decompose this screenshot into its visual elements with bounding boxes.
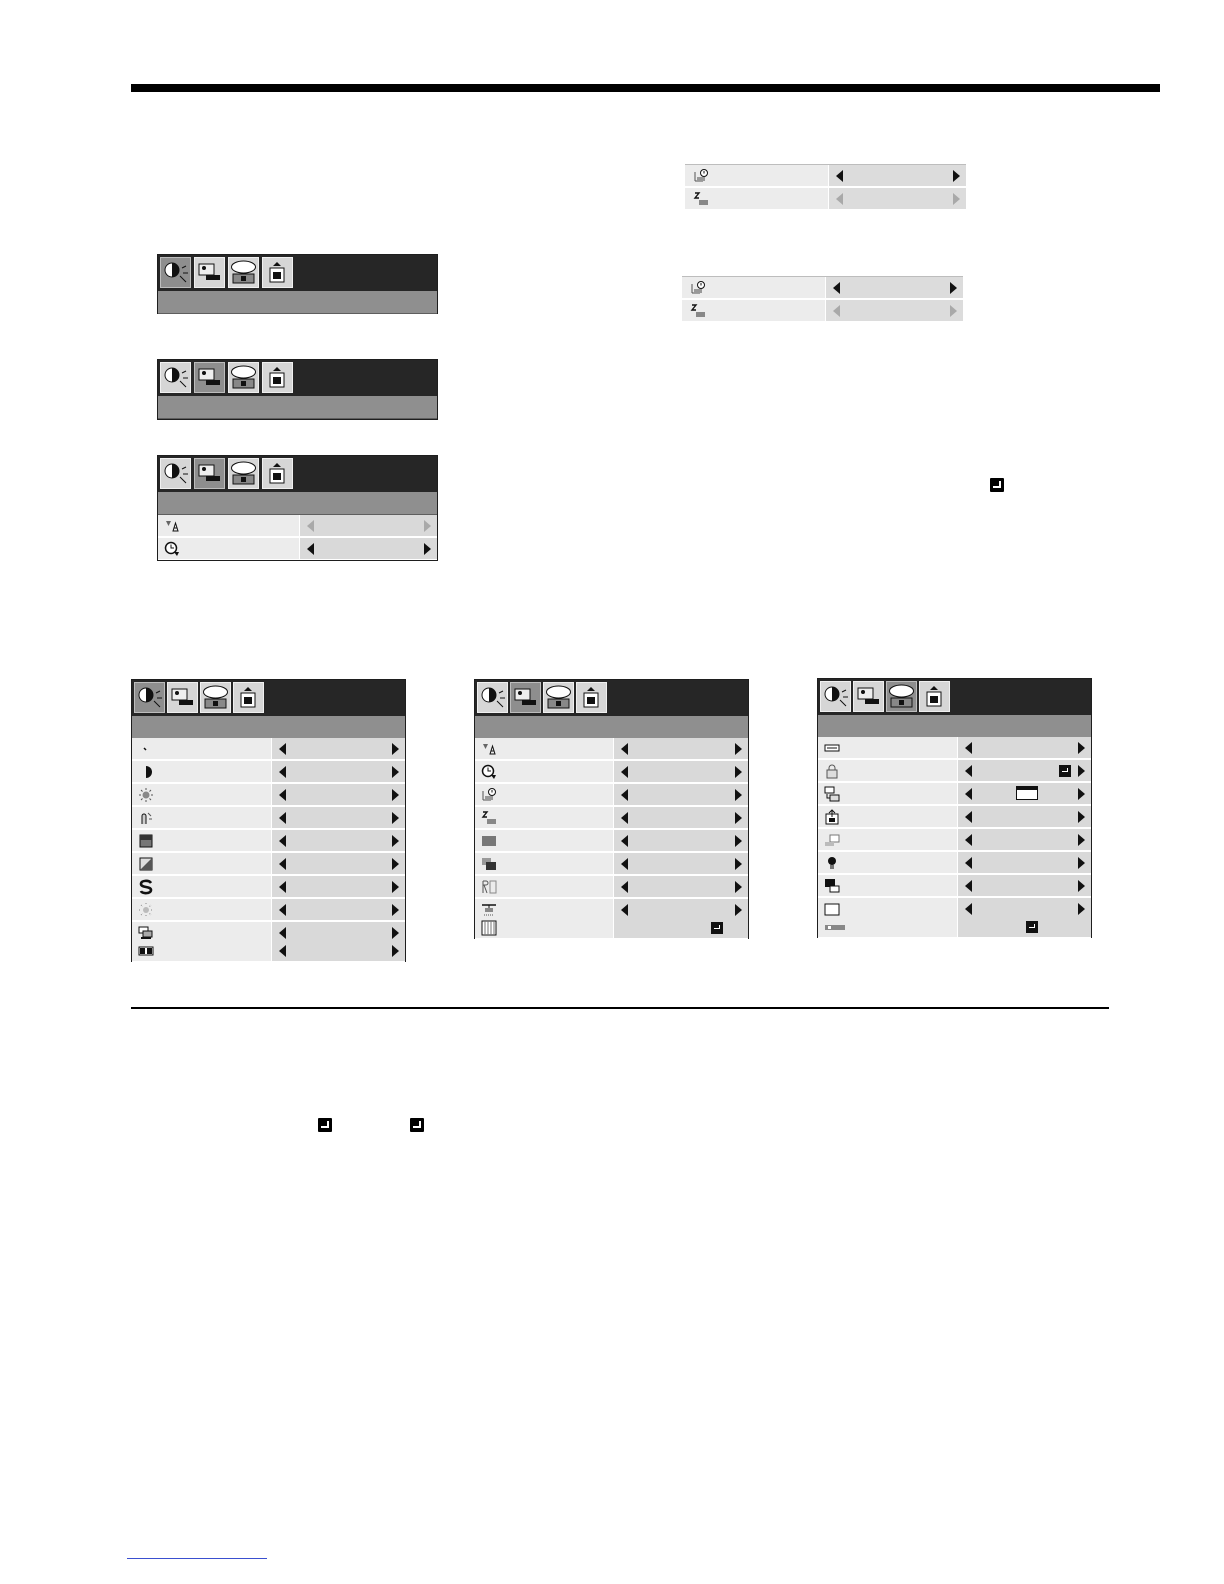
enter-icon[interactable] — [711, 922, 723, 934]
osd-tab-bar — [818, 679, 1091, 715]
tab-features[interactable] — [262, 257, 293, 288]
menu-row-signal[interactable] — [818, 783, 1091, 805]
tab-features[interactable] — [919, 681, 950, 712]
right-arrow-icon[interactable] — [392, 858, 399, 870]
row-label — [132, 761, 271, 783]
row-label — [132, 940, 271, 962]
row-value[interactable] — [271, 784, 405, 806]
row-value[interactable] — [271, 940, 405, 962]
right-arrow-icon[interactable] — [950, 305, 957, 317]
mirror-icon — [481, 879, 497, 895]
menu-row-startup[interactable] — [475, 853, 748, 875]
left-arrow-icon[interactable] — [279, 743, 286, 755]
row-label — [475, 917, 613, 939]
menu-row-timer[interactable] — [475, 761, 748, 783]
menu-row-gamma[interactable] — [132, 899, 405, 921]
left-arrow-icon[interactable] — [621, 904, 628, 916]
lock-icon — [824, 763, 840, 779]
menu-row-tint[interactable] — [132, 853, 405, 875]
menu-row-black-level[interactable] — [132, 761, 405, 783]
enter-icon[interactable] — [1059, 765, 1071, 777]
row-label — [682, 300, 825, 322]
installation-icon — [229, 459, 258, 488]
osd-menu-picture-small — [157, 254, 438, 314]
sharpness-icon — [138, 879, 154, 895]
row-value[interactable] — [613, 761, 748, 783]
reset-icon — [824, 919, 846, 935]
left-arrow-icon[interactable] — [279, 835, 286, 847]
section-divider — [131, 1007, 1109, 1009]
image-icon — [195, 258, 224, 287]
right-arrow-icon[interactable] — [392, 927, 399, 939]
picture-icon — [161, 258, 190, 287]
left-arrow-icon[interactable] — [621, 789, 628, 801]
features-icon — [234, 683, 263, 712]
menu-row-pattern[interactable] — [475, 917, 748, 939]
picture-icon — [135, 683, 164, 712]
installation-icon — [544, 683, 573, 712]
left-arrow-icon[interactable] — [833, 282, 840, 294]
sleep-icon — [690, 303, 706, 319]
menu-row-power-on[interactable] — [682, 277, 963, 299]
row-label — [475, 830, 613, 852]
tab-picture[interactable] — [160, 257, 191, 288]
osd-tab-bar — [158, 360, 437, 396]
right-arrow-icon[interactable] — [424, 520, 431, 532]
picture-icon — [821, 682, 850, 711]
header-rule — [131, 84, 1160, 92]
menu-row-lock[interactable] — [818, 760, 1091, 782]
right-arrow-icon[interactable] — [1078, 903, 1085, 915]
row-label — [132, 784, 271, 806]
right-arrow-icon[interactable] — [735, 743, 742, 755]
power-on-icon — [481, 787, 497, 803]
color-temp-icon — [138, 810, 154, 826]
enter-icon — [990, 478, 1004, 492]
left-arrow-icon[interactable] — [279, 812, 286, 824]
features-icon — [920, 682, 949, 711]
tab-picture[interactable] — [160, 458, 191, 489]
right-arrow-icon[interactable] — [392, 835, 399, 847]
enter-icon — [410, 1118, 424, 1132]
row-value[interactable] — [957, 916, 1091, 938]
osd-submenu-bar — [158, 492, 437, 515]
aspect-icon — [138, 943, 154, 959]
left-arrow-icon[interactable] — [621, 835, 628, 847]
tab-image[interactable] — [510, 682, 541, 713]
osd-submenu-bar — [475, 716, 748, 739]
signal-icon — [824, 786, 840, 802]
menu-row-lamp-mode[interactable] — [475, 738, 748, 760]
tab-picture[interactable] — [477, 682, 508, 713]
window-icon — [1016, 786, 1038, 800]
row-value[interactable] — [957, 829, 1091, 851]
menu-row-sleep[interactable] — [685, 188, 966, 210]
left-arrow-icon[interactable] — [621, 743, 628, 755]
row-label — [475, 738, 613, 760]
left-arrow-icon[interactable] — [836, 193, 843, 205]
row-value[interactable] — [828, 188, 966, 210]
row-value[interactable] — [613, 738, 748, 760]
menu-row-timer[interactable] — [158, 538, 437, 560]
footer-link-underline — [127, 1558, 267, 1559]
row-label — [685, 165, 828, 187]
black-level-icon — [138, 764, 154, 780]
osd-menu-picture — [131, 679, 406, 962]
image-icon — [168, 683, 197, 712]
tab-picture[interactable] — [134, 682, 165, 713]
row-label — [132, 738, 271, 760]
installation-icon — [887, 682, 916, 711]
left-arrow-icon[interactable] — [307, 520, 314, 532]
installation-icon — [201, 683, 230, 712]
row-label — [818, 806, 957, 828]
osd-submenu-bar — [132, 716, 405, 739]
row-value[interactable] — [825, 277, 963, 299]
left-arrow-icon[interactable] — [836, 170, 843, 182]
row-label — [818, 852, 957, 874]
row-value[interactable] — [957, 806, 1091, 828]
features-icon — [263, 258, 292, 287]
pip-icon — [824, 878, 840, 894]
tab-features[interactable] — [262, 458, 293, 489]
tab-features[interactable] — [576, 682, 607, 713]
row-value[interactable] — [613, 830, 748, 852]
right-arrow-icon[interactable] — [392, 766, 399, 778]
tab-features[interactable] — [262, 362, 293, 393]
menu-row-power-on[interactable] — [475, 784, 748, 806]
row-label — [818, 829, 957, 851]
row-label — [818, 875, 957, 897]
row-value[interactable] — [957, 852, 1091, 874]
tab-installation[interactable] — [228, 458, 259, 489]
row-value[interactable] — [957, 737, 1091, 759]
right-arrow-icon[interactable] — [1078, 811, 1085, 823]
settings-list-1 — [685, 164, 966, 211]
right-arrow-icon[interactable] — [953, 170, 960, 182]
row-value[interactable] — [299, 515, 437, 537]
row-value[interactable] — [957, 875, 1091, 897]
menu-row-sharpness[interactable] — [132, 876, 405, 898]
left-arrow-icon[interactable] — [965, 788, 972, 800]
row-value[interactable] — [299, 538, 437, 560]
row-label — [475, 807, 613, 829]
right-arrow-icon[interactable] — [950, 282, 957, 294]
menu-row-color[interactable] — [132, 830, 405, 852]
right-arrow-icon[interactable] — [735, 904, 742, 916]
left-arrow-icon[interactable] — [965, 880, 972, 892]
row-value[interactable] — [613, 853, 748, 875]
picture-icon — [161, 459, 190, 488]
right-arrow-icon[interactable] — [1078, 857, 1085, 869]
row-label — [158, 538, 299, 560]
row-value[interactable] — [613, 784, 748, 806]
menu-row-reset[interactable] — [818, 916, 1091, 938]
tab-image[interactable] — [194, 257, 225, 288]
left-arrow-icon[interactable] — [965, 834, 972, 846]
background-icon — [481, 833, 497, 849]
left-arrow-icon[interactable] — [621, 766, 628, 778]
right-arrow-icon[interactable] — [735, 812, 742, 824]
settings-list-2 — [682, 276, 963, 323]
left-arrow-icon[interactable] — [833, 305, 840, 317]
power-on-icon — [690, 280, 706, 296]
row-label — [132, 830, 271, 852]
osd-submenu-bar — [818, 715, 1091, 738]
right-arrow-icon[interactable] — [1078, 788, 1085, 800]
lamp-mode-icon — [164, 518, 180, 534]
row-value[interactable] — [613, 917, 748, 939]
row-label — [132, 807, 271, 829]
left-arrow-icon[interactable] — [279, 881, 286, 893]
timer-icon — [481, 764, 497, 780]
right-arrow-icon[interactable] — [1078, 834, 1085, 846]
tab-picture[interactable] — [160, 362, 191, 393]
left-arrow-icon[interactable] — [279, 945, 286, 957]
menu-row-background[interactable] — [475, 830, 748, 852]
row-label — [132, 899, 271, 921]
right-arrow-icon[interactable] — [392, 904, 399, 916]
right-arrow-icon[interactable] — [735, 835, 742, 847]
menu-row-sleep[interactable] — [682, 300, 963, 322]
keystone-icon — [824, 740, 840, 756]
features-icon — [263, 363, 292, 392]
row-label — [475, 761, 613, 783]
tab-picture[interactable] — [820, 681, 851, 712]
left-arrow-icon[interactable] — [279, 789, 286, 801]
tab-image[interactable] — [167, 682, 198, 713]
right-arrow-icon[interactable] — [735, 881, 742, 893]
left-arrow-icon[interactable] — [965, 742, 972, 754]
row-label — [682, 277, 825, 299]
menu-row-power-on[interactable] — [685, 165, 966, 187]
row-label — [818, 783, 957, 805]
noise-icon — [138, 925, 154, 941]
screen-icon — [824, 901, 840, 917]
menu-row-source[interactable] — [818, 829, 1091, 851]
row-value[interactable] — [957, 783, 1091, 805]
row-value[interactable] — [271, 761, 405, 783]
left-arrow-icon[interactable] — [965, 903, 972, 915]
left-arrow-icon[interactable] — [621, 812, 628, 824]
row-label — [475, 853, 613, 875]
color-icon — [138, 833, 154, 849]
menu-row-color-temp[interactable] — [132, 807, 405, 829]
menu-row-mirror[interactable] — [475, 876, 748, 898]
source-icon — [824, 832, 840, 848]
image-icon — [511, 683, 540, 712]
timer-icon — [164, 541, 180, 557]
left-arrow-icon[interactable] — [279, 904, 286, 916]
enter-icon — [318, 1118, 332, 1132]
tab-installation[interactable] — [200, 682, 231, 713]
left-arrow-icon[interactable] — [965, 811, 972, 823]
row-label — [818, 916, 957, 938]
image-icon — [195, 363, 224, 392]
right-arrow-icon[interactable] — [1078, 880, 1085, 892]
left-arrow-icon[interactable] — [279, 858, 286, 870]
installation-icon — [229, 363, 258, 392]
menu-row-sleep[interactable] — [475, 807, 748, 829]
row-value[interactable] — [271, 807, 405, 829]
row-label — [685, 188, 828, 210]
picture-icon — [478, 683, 507, 712]
row-label — [132, 853, 271, 875]
right-arrow-icon[interactable] — [392, 945, 399, 957]
right-arrow-icon[interactable] — [424, 543, 431, 555]
row-value[interactable] — [271, 853, 405, 875]
row-label — [818, 737, 957, 759]
row-label — [132, 876, 271, 898]
row-label — [818, 760, 957, 782]
row-value[interactable] — [957, 760, 1091, 782]
tab-image[interactable] — [194, 458, 225, 489]
osd-tab-bar — [132, 680, 405, 716]
osd-menu-image — [474, 679, 749, 939]
tab-installation[interactable] — [543, 682, 574, 713]
menu-row-contrast[interactable] — [132, 738, 405, 760]
osd-menu-image-small-rows — [157, 455, 438, 561]
left-arrow-icon[interactable] — [621, 858, 628, 870]
menu-row-brightness[interactable] — [132, 784, 405, 806]
menu-row-position[interactable] — [818, 806, 1091, 828]
tab-installation[interactable] — [228, 362, 259, 393]
right-arrow-icon[interactable] — [392, 812, 399, 824]
power-on-icon — [693, 168, 709, 184]
osd-menu-image-small — [157, 359, 438, 420]
row-value[interactable] — [271, 830, 405, 852]
osd-submenu-bar — [158, 291, 437, 314]
menu-row-lamp-mode[interactable] — [158, 515, 437, 537]
sleep-icon — [481, 810, 497, 826]
image-icon — [854, 682, 883, 711]
features-icon — [577, 683, 606, 712]
row-value[interactable] — [613, 876, 748, 898]
row-value[interactable] — [271, 738, 405, 760]
enter-icon[interactable] — [1026, 921, 1038, 933]
left-arrow-icon[interactable] — [279, 927, 286, 939]
right-arrow-icon[interactable] — [392, 743, 399, 755]
right-arrow-icon[interactable] — [953, 193, 960, 205]
ceiling-icon — [481, 902, 497, 918]
row-label — [475, 784, 613, 806]
position-icon — [824, 809, 840, 825]
menu-row-pip[interactable] — [818, 875, 1091, 897]
features-icon — [263, 459, 292, 488]
left-arrow-icon[interactable] — [279, 766, 286, 778]
menu-row-aspect[interactable] — [132, 940, 405, 962]
osd-tab-bar — [475, 680, 748, 716]
lamp-mode-icon — [481, 741, 497, 757]
image-icon — [195, 459, 224, 488]
gamma-icon — [138, 902, 154, 918]
left-arrow-icon[interactable] — [965, 857, 972, 869]
tab-installation[interactable] — [886, 681, 917, 712]
menu-row-keystone[interactable] — [818, 737, 1091, 759]
right-arrow-icon[interactable] — [392, 789, 399, 801]
right-arrow-icon[interactable] — [392, 881, 399, 893]
osd-menu-installation — [817, 678, 1092, 938]
osd-submenu-bar — [158, 396, 437, 419]
menu-row-blank[interactable] — [818, 852, 1091, 874]
row-value[interactable] — [271, 876, 405, 898]
row-value[interactable] — [825, 300, 963, 322]
row-label — [475, 876, 613, 898]
startup-icon — [481, 856, 497, 872]
row-label — [158, 515, 299, 537]
tab-features[interactable] — [233, 682, 264, 713]
left-arrow-icon[interactable] — [307, 543, 314, 555]
tab-installation[interactable] — [228, 257, 259, 288]
blank-icon — [824, 855, 840, 871]
right-arrow-icon[interactable] — [735, 766, 742, 778]
row-value[interactable] — [828, 165, 966, 187]
brightness-icon — [138, 787, 154, 803]
right-arrow-icon[interactable] — [1078, 742, 1085, 754]
picture-icon — [161, 363, 190, 392]
right-arrow-icon[interactable] — [735, 858, 742, 870]
tint-icon — [138, 856, 154, 872]
row-value[interactable] — [613, 807, 748, 829]
left-arrow-icon[interactable] — [621, 881, 628, 893]
row-value[interactable] — [271, 899, 405, 921]
osd-tab-bar — [158, 255, 437, 291]
right-arrow-icon[interactable] — [735, 789, 742, 801]
left-arrow-icon[interactable] — [965, 765, 972, 777]
contrast-icon — [138, 741, 154, 757]
tab-image[interactable] — [853, 681, 884, 712]
pattern-icon — [481, 920, 497, 936]
right-arrow-icon[interactable] — [1078, 765, 1085, 777]
installation-icon — [229, 258, 258, 287]
tab-image[interactable] — [194, 362, 225, 393]
osd-tab-bar — [158, 456, 437, 492]
sleep-icon — [693, 191, 709, 207]
